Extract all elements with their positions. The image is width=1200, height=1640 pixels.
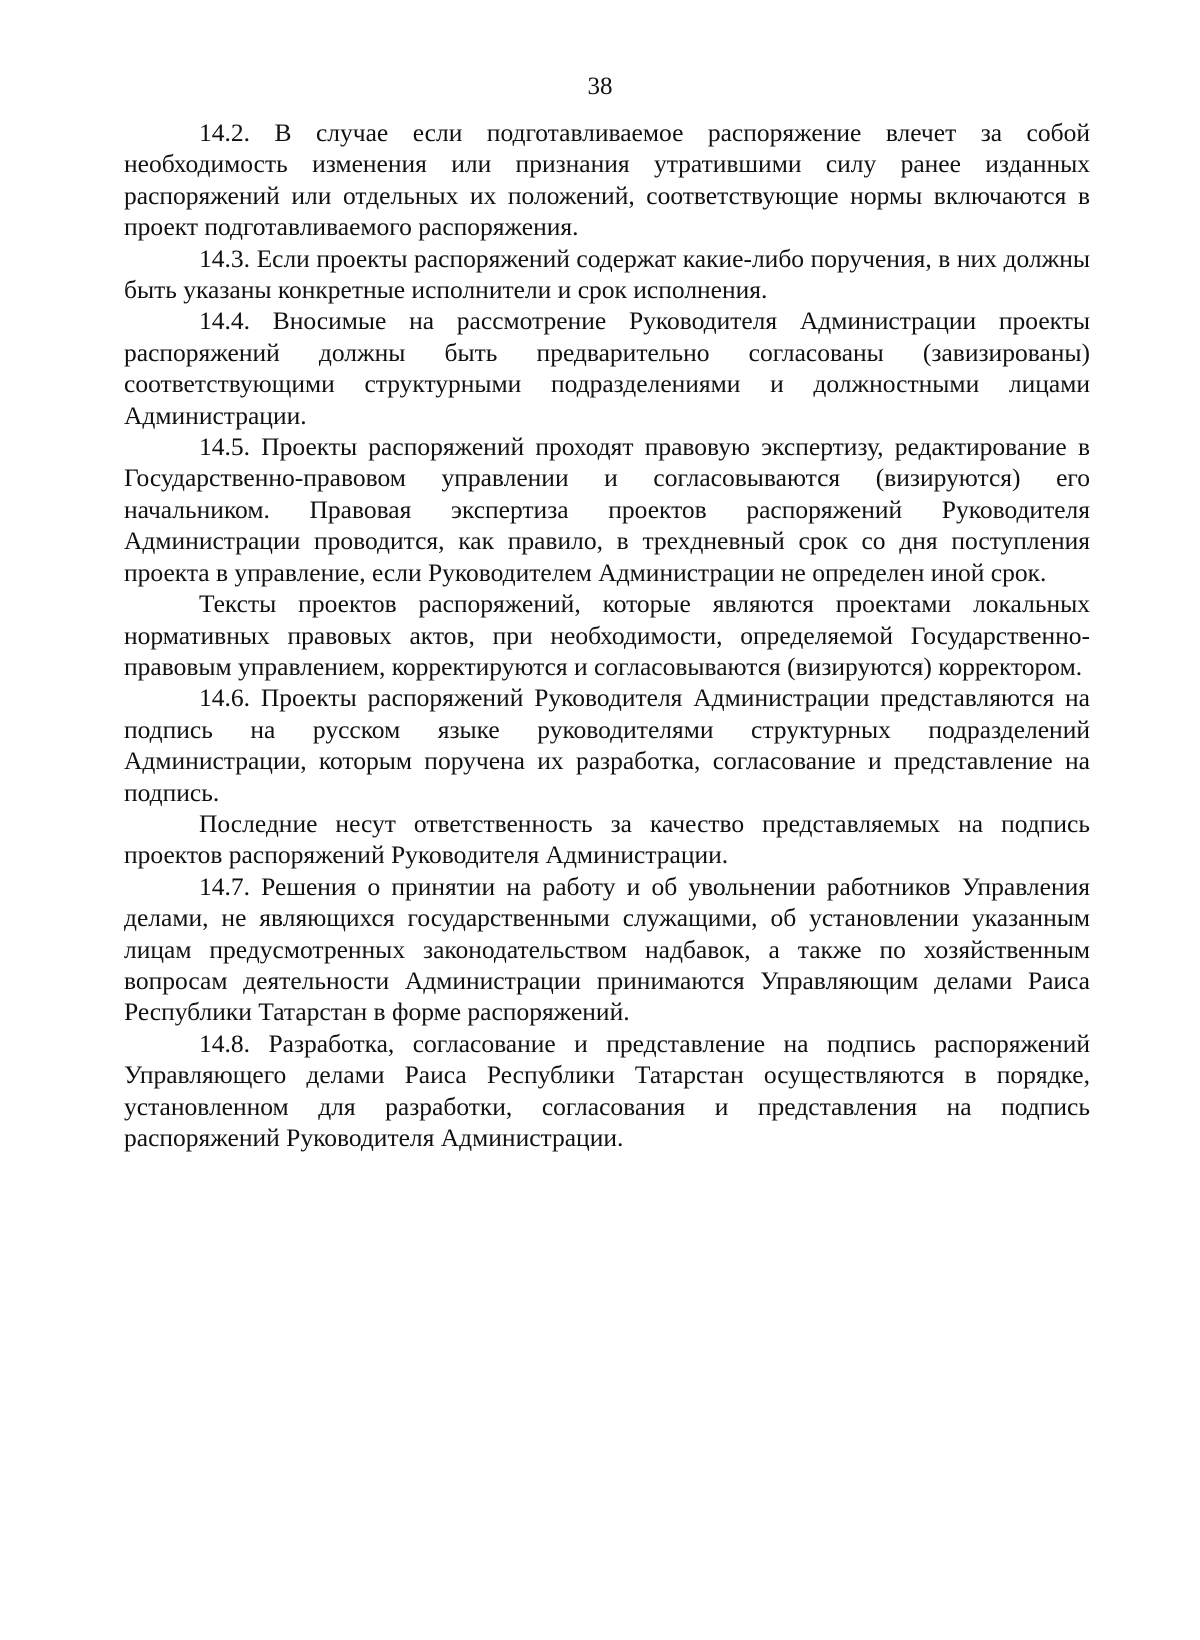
paragraph-14-8: 14.8. Разработка, согласование и представление на подпись распоряжений Управляющего делами Раиса Республики Татарстан осуществляются в порядке, установленном для разработки, согласования и представления на подпись распоряжений Руководителя Администрации. [124,1028,1090,1152]
paragraph-14-6-responsibility: Последние несут ответственность за качество представляемых на подпись проектов распоряжений Руководителя Администрации. [124,808,1090,870]
paragraph-14-2: 14.2. В случае если подготавливаемое распоряжение влечет за собой необходимость изменения или признания утратившими силу ранее изданных распоряжений или отдельных их положений, соответствующие нормы включаются в проект подготавливаемого распоряжения. [124,118,1090,242]
document-body [124,117,1090,1153]
page-number: 38 [587,73,613,100]
paragraph-14-3: 14.3. Если проекты распоряжений содержат какие-либо поручения, в них должны быть указаны конкретные исполнители и срок исполнения. [124,243,1090,305]
paragraph-14-7: 14.7. Решения о принятии на работу и об увольнении работников Управления делами, не являющихся государственными служащими, об установлении указанным лицам предусмотренных законодательством надбавок, а также по хозяйственным вопросам деятельности Администрации принимаются Управляющим делами Раиса Республики Татарстан в форме распоряжений. [124,871,1090,1027]
paragraph-14-5-texts: Тексты проектов распоряжений, которые являются проектами локальных нормативных правовых актов, при необходимости, определяемой Государственно-правовым управлением, корректируются и согласовываются (визируются) корректором. [124,589,1090,681]
paragraph-14-6: 14.6. Проекты распоряжений Руководителя Администрации представляются на подпись на русском языке руководителями структурных подразделений Администрации, которым поручена их разработка, согласование и представление на подпись. [124,683,1090,807]
paragraph-14-5: 14.5. Проекты распоряжений проходят правовую экспертизу, редактирование в Государственно-правовом управлении и согласовываются (визируются) его начальником. Правовая экспертиза проектов распоряжений Руководителя Администрации проводится, как правило, в трехдневный срок со дня поступления проекта в управление, если Руководителем Администрации не определен иной срок. [124,432,1090,587]
paragraph-14-4: 14.4. Вносимые на рассмотрение Руководителя Администрации проекты распоряжений должны быть предварительно согласованы (завизированы) соответствующими структурными подразделениями и должностными лицами Администрации. [124,306,1090,430]
